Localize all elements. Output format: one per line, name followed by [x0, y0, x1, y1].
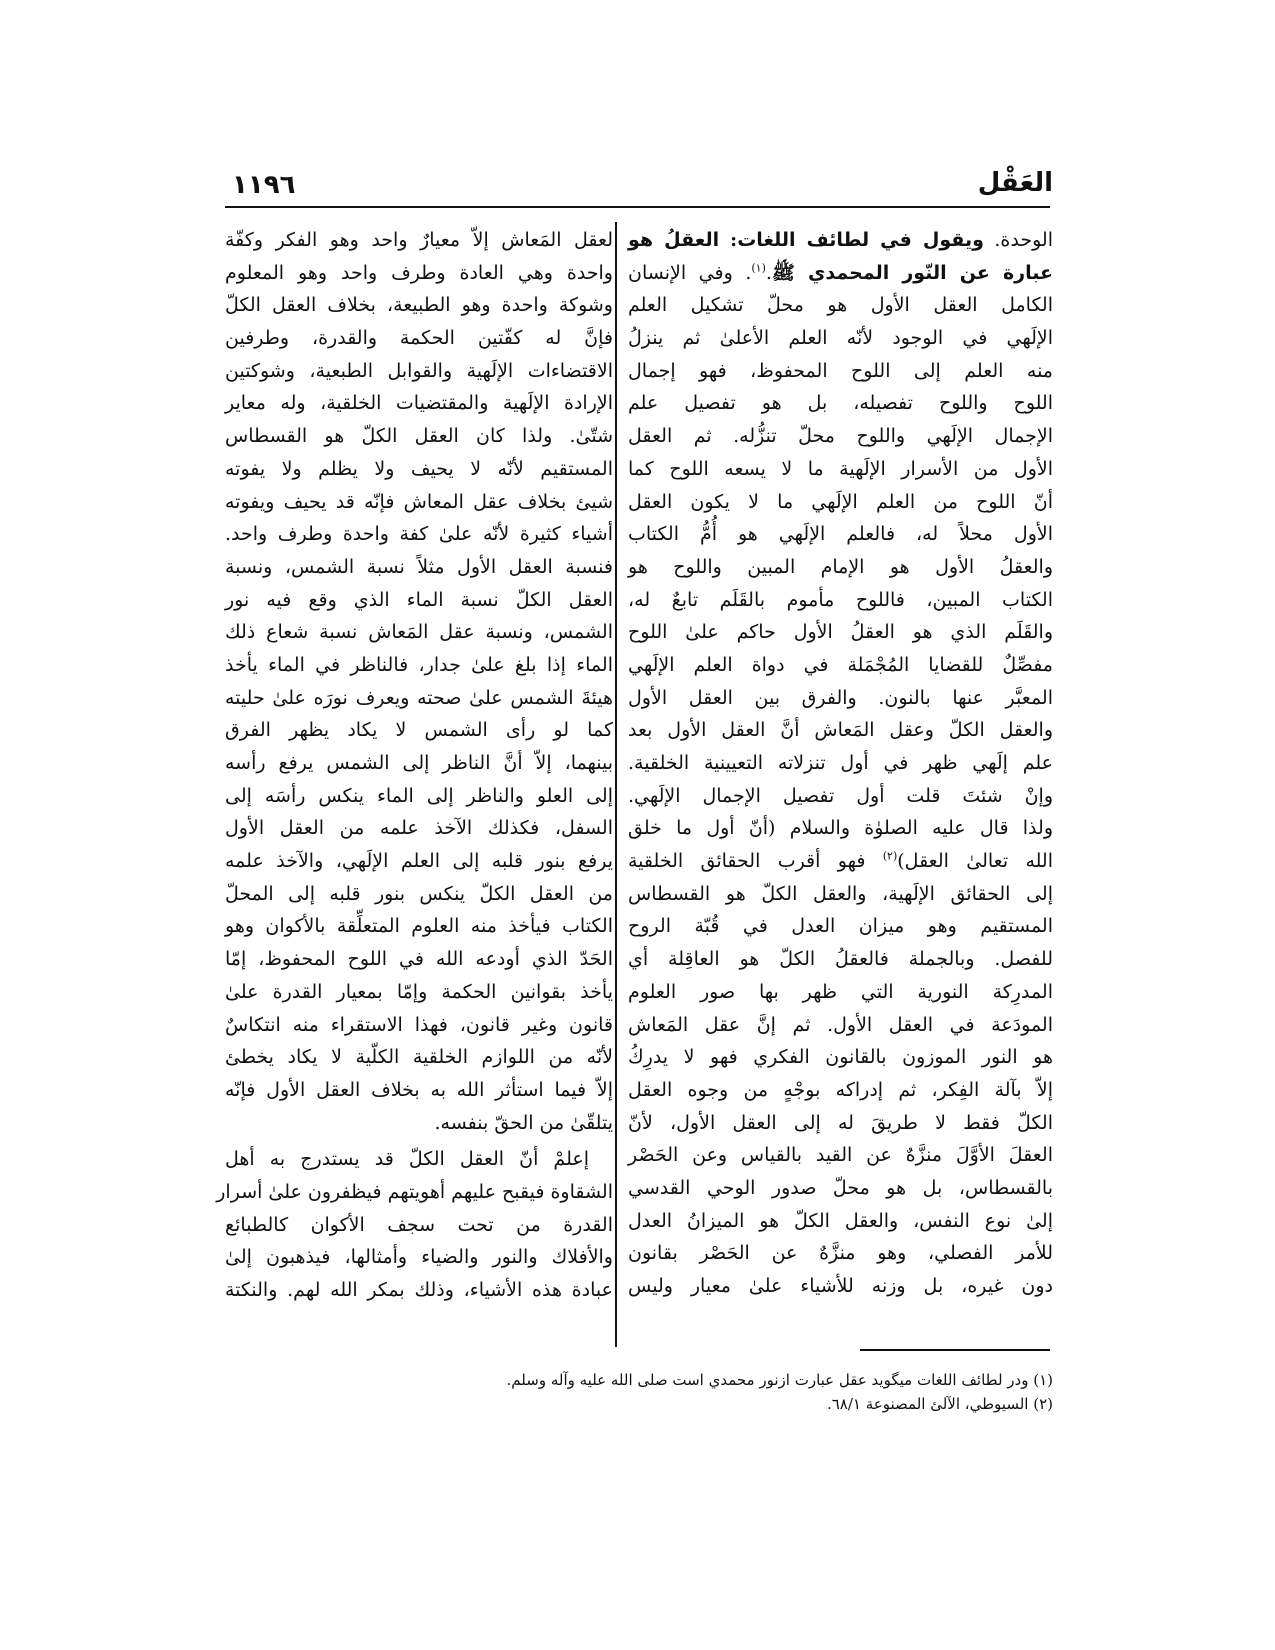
text-segment: المدرِكة النورية التي ظهر بها صور العلوم [628, 980, 1053, 1003]
left-text-column [216, 224, 613, 1307]
text-segment: الكامل العقل الأول هو محلّ تشكيل العلم [628, 294, 1053, 317]
text-line [628, 812, 1053, 845]
text-line [628, 518, 1053, 551]
text-segment: أنّ اللوح من العلم الإلَهي ما لا يكون العقل [628, 490, 1053, 513]
bold-text: ويقول في لطائف اللغات: العقلُ هو [628, 229, 984, 251]
text-segment: يرفع بنور قلبه إلى العلم الإلَهي، والآخذ علمه [225, 850, 613, 873]
text-line [628, 1139, 1053, 1172]
text-line [225, 910, 613, 943]
bold-text: عبارة عن النّور المحمدي ﷺ [771, 261, 1053, 284]
text-line [628, 878, 1053, 911]
text-line [225, 322, 613, 355]
text-line [225, 812, 613, 845]
footnote-2: (٢) السيوطي، الآلئ المصنوعة ٦٨/١. [826, 1395, 1053, 1413]
text-segment: مفصِّلٌ للقضايا المُجْمَلة في دواة العلم الإلَهي [628, 653, 1053, 676]
text-segment: إلى الحقائق الإلَهية، والعقل الكلّ هو القسطاس [628, 882, 1053, 905]
text-line [225, 584, 613, 617]
text-segment: لأنّه من اللوازم الخلقية الكلّية لا يكاد يخطئ [225, 1046, 613, 1069]
text-line [628, 355, 1053, 388]
text-line [225, 1074, 613, 1107]
text-line [628, 322, 1053, 355]
text-line [628, 910, 1053, 943]
text-line [628, 616, 1053, 649]
text-segment: الحَدّ الذي أودعه الله في اللوح المحفوظ، إمّا [225, 948, 613, 971]
text-segment: دون غيره، بل وزنه للأشياء علىٰ معيار وليس [628, 1275, 1053, 1297]
text-segment: القدرة من تحت سجف الأكوان كالطبائع [225, 1213, 613, 1236]
footnotes [233, 1368, 1053, 1416]
footnote-rule [860, 1349, 1050, 1351]
footnote-reference[interactable]: (٢) [882, 849, 898, 863]
text-line [225, 1143, 613, 1176]
text-line [225, 682, 613, 715]
page-number: ١١٩٦ [232, 170, 296, 200]
text-line [628, 257, 1053, 290]
text-line [225, 1274, 613, 1307]
text-line [225, 420, 613, 453]
text-line [225, 257, 613, 290]
text-line [628, 453, 1053, 486]
text-line [225, 355, 613, 388]
text-segment: إلاّ فيما استأثر الله به بخلاف العقل الأول فإنّه [225, 1078, 613, 1101]
text-line [628, 551, 1053, 584]
text-segment: الكتاب المبين، فاللوح مأموم بالقَلَم تابعٌ له، [628, 588, 1053, 611]
text-segment: الوحدة. [983, 229, 1053, 251]
text-line [628, 1237, 1053, 1270]
text-segment: والقَلَم الذي هو العقلُ الأول حاكم علىٰ اللوح [628, 621, 1053, 644]
text-line [225, 616, 613, 649]
text-segment: فهو أقرب الحقائق الخلقية [628, 850, 883, 873]
text-segment: الأول محلاً له، فالعلم الإلَهي هو أُمُّ الكتاب [628, 523, 1053, 546]
text-segment: الكلّ فقط لا طريقَ له إلى العقل الأول، لأنّ [628, 1111, 1053, 1134]
footnote-reference[interactable]: (١) [751, 261, 766, 275]
text-segment: من العقل الكلّ ينكس بنور قلبه إلى المحلّ [225, 882, 613, 905]
text-line [225, 1009, 613, 1042]
text-segment: هيئةَ الشمس علىٰ صحته ويعرف نورَه علىٰ حليته [225, 686, 613, 709]
text-line [628, 387, 1053, 420]
text-segment: الاقتضاءات الإلَهية والقوابل الطبعية، وشوكتين [225, 359, 613, 382]
text-segment: . وفي الإنسان [628, 261, 752, 284]
text-segment: علم إلَهي ظهر في أول تنزلاته التعيينية الخلقية. [628, 752, 1053, 774]
text-segment: يتلقّىٰ من الحقّ بنفسه. [434, 1111, 613, 1134]
text-line [225, 878, 613, 911]
text-line [628, 943, 1053, 976]
text-segment: المعبَّر عنها بالنون. والفرق بين العقل الأول [628, 686, 1053, 709]
text-line [628, 1205, 1053, 1238]
text-line [225, 845, 613, 878]
text-segment: وإنْ شئتَ قلت أول تفصيل الإجمال الإلَهي. [628, 784, 1053, 807]
text-line [628, 780, 1053, 813]
text-segment: . [765, 261, 772, 284]
text-segment: المستقيم لأنّه لا يحيف ولا يظلم ولا يفوته [225, 457, 613, 480]
text-line [628, 1041, 1053, 1074]
text-segment: الشقاوة فيقبح عليهم أهويتهم فيظفرون علىٰ أسرار [216, 1180, 613, 1203]
text-segment: ولذا قال عليه الصلوٰة والسلام (أنّ أول ما خلق [628, 817, 1053, 840]
text-line [628, 649, 1053, 682]
text-segment: الإرادة الإلَهية والمقتضيات الخلقية، وله معاير [225, 392, 613, 415]
text-segment: الله تعالىٰ العقل) [897, 850, 1053, 873]
text-segment: الأول من الأسرار الإلَهية ما لا يسعه اللوح كما [628, 457, 1053, 480]
text-segment: بالقسطاس، بل هو محلّ صدور الوحي القدسي [628, 1176, 1053, 1199]
text-segment: أشياء كثيرة لأنّه علىٰ كفة واحدة وطرف واحد. [225, 523, 613, 546]
text-line [225, 551, 613, 584]
text-line [628, 224, 1053, 257]
text-line [225, 518, 613, 551]
text-line [225, 289, 613, 322]
text-line [628, 682, 1053, 715]
running-header-title: العَقْل [977, 168, 1053, 198]
text-line [628, 1270, 1053, 1303]
text-line [225, 714, 613, 747]
text-line [628, 1107, 1053, 1140]
text-line [225, 943, 613, 976]
text-segment: والأفلاك والنور والضياء وأمثالها، فيذهبون إلىٰ [225, 1246, 613, 1269]
text-line [628, 714, 1053, 747]
text-segment: واحدة وهي العادة وطرف واحد وهو المعلوم [225, 261, 613, 284]
text-segment: السفل، فكذلك الآخذ علمه من العقل الأول [225, 817, 613, 840]
text-segment: العقل الكلّ نسبة الماء الذي وقع فيه نور [225, 588, 613, 611]
text-segment: كما لو رأى الشمس لا يكاد يظهر الفرق [225, 719, 613, 742]
text-line [225, 976, 613, 1009]
text-segment: والعقل الكلّ وعقل المَعاش أنَّ العقل الأول بعد [628, 719, 1053, 742]
text-segment: الإجمال الإلَهي واللوح محلّ تنزُّله. ثم العقل [628, 425, 1053, 448]
text-line [225, 747, 613, 780]
text-segment: بينهما، إلاّ أنَّ الناظر إلى الشمس يرفع رأسه [225, 752, 613, 774]
text-line [628, 420, 1053, 453]
text-line [225, 780, 613, 813]
text-segment: والعقلُ الأول هو الإمام المبين واللوح هو [628, 555, 1053, 578]
footnote-1: (١) ودر لطائف اللغات ميگويد عقل عبارت ازنور محمدي است صلى الله عليه وآله وسلم. [506, 1371, 1053, 1389]
text-line [225, 1209, 613, 1242]
text-line [225, 453, 613, 486]
text-segment: هو النور الموزون بالقانون الفكري فهو لا يدرِكُ [628, 1046, 1053, 1069]
text-line [225, 649, 613, 682]
text-line [628, 845, 1053, 878]
text-line [225, 224, 613, 257]
text-segment: قانون وغير قانون، فهذا الاستقراء منه انتكاسٌ [225, 1013, 613, 1036]
text-line [225, 1041, 613, 1074]
text-line [628, 486, 1053, 519]
text-segment: عبادة هذه الأشياء، وذلك بمكر الله لهم. والنكتة [225, 1279, 613, 1301]
text-segment: للأمر الفصلي، وهو منزَّهٌ عن الحَصْر بقانون [628, 1242, 1053, 1265]
text-segment: إلىٰ نوع النفس، والعقل الكلّ هو الميزانُ العدل [628, 1209, 1053, 1232]
text-segment: يأخذ بقوانين الحكمة وإمّا بمعيار القدرة علىٰ [225, 980, 613, 1003]
column-separator [615, 222, 617, 1347]
text-line [628, 976, 1053, 1009]
text-line [225, 1107, 613, 1140]
text-line [225, 387, 613, 420]
text-line [628, 747, 1053, 780]
text-segment: المودَعة في العقل الأول. ثم إنَّ عقل المَعاش [628, 1013, 1053, 1036]
text-line [628, 1172, 1053, 1205]
right-text-column [628, 224, 1053, 1303]
text-segment: شتّىٰ. ولذا كان العقل الكلّ هو القسطاس [225, 425, 613, 448]
text-line [628, 1074, 1053, 1107]
text-line [225, 1241, 613, 1274]
text-segment: فإنَّ له كفّتين الحكمة والقدرة، وطرفين [225, 327, 613, 350]
text-line [628, 584, 1053, 617]
text-segment: للفصل. وبالجملة فالعقلُ الكلّ هو العاقِلة أي [628, 948, 1053, 971]
text-segment: فنسبة العقل الأول مثلاً نسبة الشمس، ونسبة [225, 555, 613, 578]
text-segment: إعلمْ أنّ العقل الكلّ قد يستدرج به أهل [225, 1148, 589, 1171]
text-segment: الشمس، ونسبة عقل المَعاش نسبة شعاع ذلك [225, 621, 613, 644]
text-line [225, 486, 613, 519]
text-segment: الكتاب فيأخذ منه العلوم المتعلِّقة بالأكوان وهو [225, 915, 613, 938]
text-line [216, 1176, 613, 1209]
text-segment: العقلَ الأوَّلَ منزَّهٌ عن القيد بالقياس وعن الحَصْر [628, 1144, 1053, 1167]
text-segment: المستقيم وهو ميزان العدل في قُبّة الروح [628, 915, 1053, 938]
text-line [628, 289, 1053, 322]
header-rule [225, 206, 1050, 208]
text-segment: منه العلم إلى اللوح المحفوظ، فهو إجمال [628, 359, 1053, 382]
text-segment: الإلَهي في الوجود لأنّه العلم الأعلىٰ ثم ينزلُ [628, 327, 1053, 350]
text-segment: شيئ بخلاف عقل المعاش فإنّه قد يحيف ويفوته [225, 490, 613, 513]
text-segment: إلى العلو والناظر إلى الماء ينكس رأسَه إلى [225, 784, 613, 807]
text-segment: الماء إذا بلغ علىٰ جدار، فالناظر في الماء يأخذ [225, 653, 613, 676]
text-line [628, 1009, 1053, 1042]
text-segment: إلاّ بآلة الفِكر، ثم إدراكه بوجْهٍ من وجوه العقل [628, 1078, 1053, 1101]
text-segment: اللوح واللوح تفصيله، بل هو تفصيل علم [628, 392, 1053, 415]
text-segment: لعقل المَعاش إلاّ معيارٌ واحد وهو الفكر وكفّة [225, 229, 613, 251]
text-segment: وشوكة واحدة وهو الطبيعة، بخلاف العقل الكلّ [225, 294, 613, 317]
